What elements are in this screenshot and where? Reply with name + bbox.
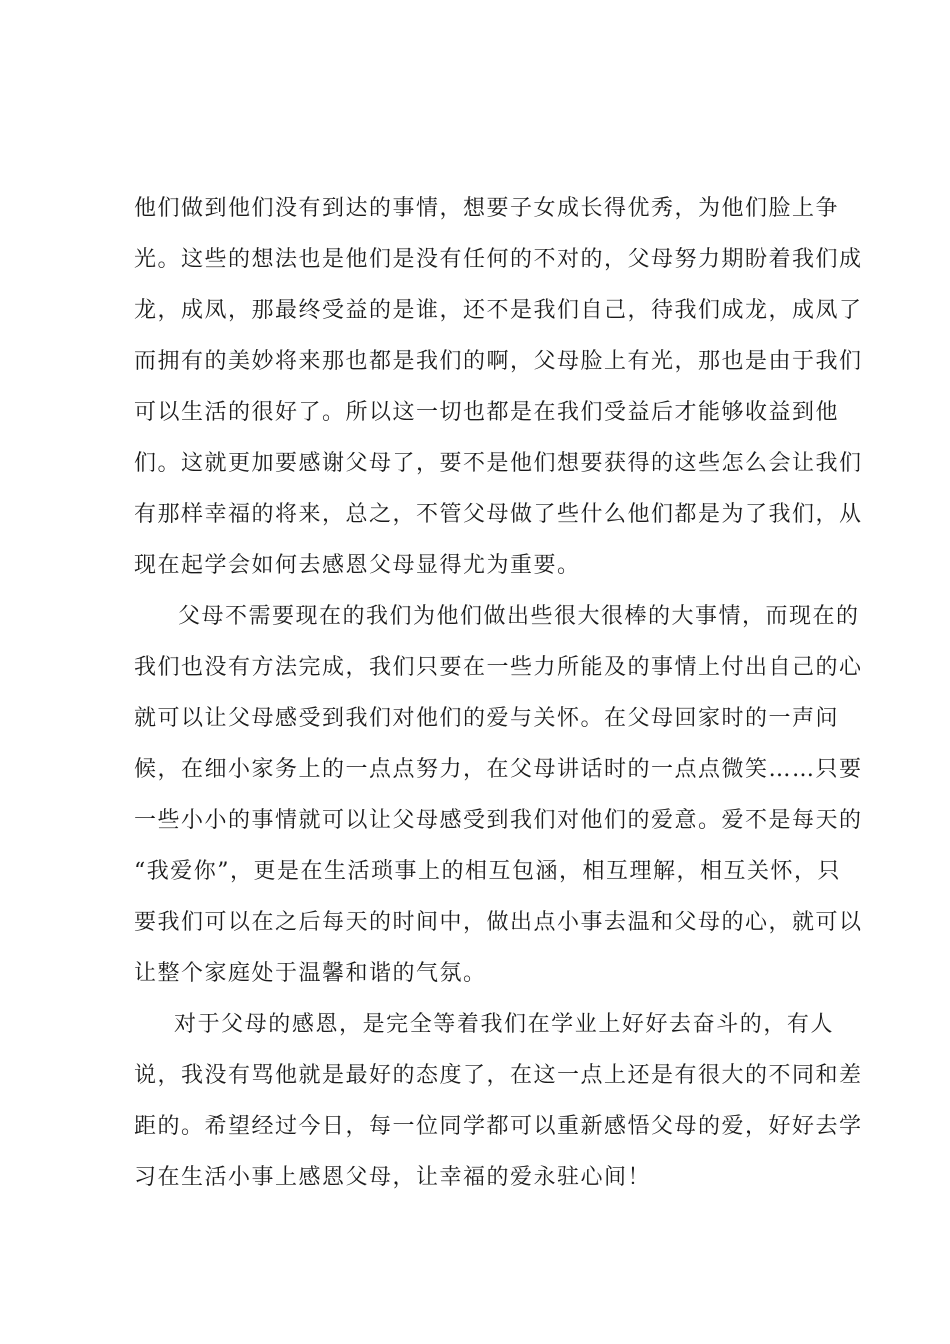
- text-line: 就可以让父母感受到我们对他们的爱与关怀。在父母回家时的一声问: [134, 706, 840, 731]
- text-line: 对于父母的感恩，是完全等着我们在学业上好好去奋斗的，有人: [174, 1012, 834, 1037]
- text-line: 一些小小的事情就可以让父母感受到我们对他们的爱意。爱不是每天的: [134, 808, 863, 833]
- text-line: 他们做到他们没有到达的事情，想要子女成长得优秀，为他们脸上争: [134, 196, 840, 221]
- text-line: 我们也没有方法完成，我们只要在一些力所能及的事情上付出自己的心: [134, 655, 863, 680]
- text-line: 父母不需要现在的我们为他们做出些很大很棒的大事情，而现在的: [178, 604, 860, 629]
- text-line: 距的。希望经过今日，每一位同学都可以重新感悟父母的爱，好好去学: [134, 1114, 863, 1139]
- text-line: 习在生活小事上感恩父母，让幸福的爱永驻心间！: [134, 1165, 652, 1190]
- text-line: 可以生活的很好了。所以这一切也都是在我们受益后才能够收益到他: [134, 400, 840, 425]
- document-body: [134, 183, 863, 1203]
- text-line: “我爱你”，更是在生活琐事上的相互包涵，相互理解，相互关怀，只: [134, 859, 841, 884]
- text-line: 现在起学会如何去感恩父母显得尤为重要。: [134, 553, 581, 578]
- text-line: 龙，成凤，那最终受益的是谁，还不是我们自己，待我们成龙，成凤了: [134, 298, 863, 323]
- text-line: 候，在细小家务上的一点点努力，在父母讲话时的一点点微笑……只要: [134, 757, 863, 782]
- text-line: 要我们可以在之后每天的时间中，做出点小事去温和父母的心，就可以: [134, 910, 863, 935]
- paragraph-3: [134, 999, 863, 1203]
- text-line: 们。这就更加要感谢父母了，要不是他们想要获得的这些怎么会让我们: [134, 451, 863, 476]
- text-line: 说，我没有骂他就是最好的态度了，在这一点上还是有很大的不同和差: [134, 1063, 863, 1088]
- text-line: 而拥有的美妙将来那也都是我们的啊，父母脸上有光，那也是由于我们: [134, 349, 863, 374]
- text-line: 光。这些的想法也是他们是没有任何的不对的，父母努力期盼着我们成: [134, 247, 863, 272]
- paragraph-2: [134, 591, 863, 999]
- paragraph-1: [134, 183, 863, 591]
- text-line: 让整个家庭处于温馨和谐的气氛。: [134, 961, 487, 986]
- text-line: 有那样幸福的将来，总之，不管父母做了些什么他们都是为了我们，从: [134, 502, 863, 527]
